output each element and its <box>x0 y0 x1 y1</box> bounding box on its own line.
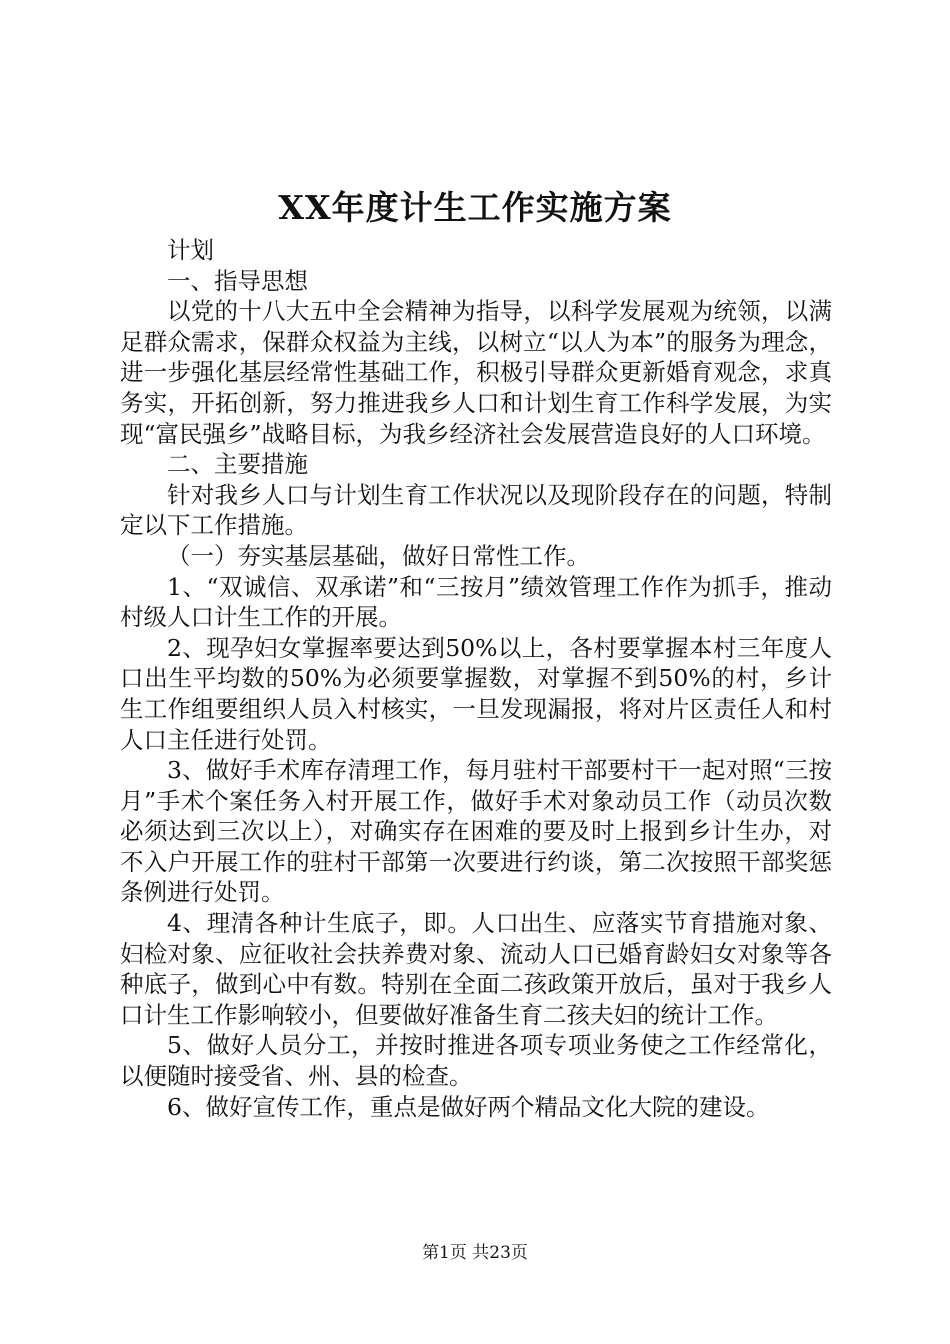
list-item: 1、“双诚信、双承诺”和“三按月”绩效管理工作作为抓手，推动村级人口计生工作的开展。 <box>120 572 832 632</box>
section-heading-guiding-ideology: 一、指导思想 <box>167 266 308 295</box>
list-item: 4、理清各种计生底子，即。人口出生、应落实节育措施对象、妇检对象、应征收社会扶养费对象、流动人口已婚育龄妇女对象等各种底子，做到心中有数。特别在全面二孩政策开放后，虽对于我乡人口计生工作影响较小，但要做好准备生育二孩夫妇的统计工作。 <box>120 909 832 1029</box>
document-body <box>120 235 832 1122</box>
list-item: 5、做好人员分工，并按时推进各项专项业务使之工作经常化，以便随时接受省、州、县的检查。 <box>120 1031 832 1091</box>
subsection-heading: （一）夯实基层基础，做好日常性工作。 <box>167 541 590 570</box>
paragraph-category: 计划 <box>167 236 214 264</box>
list-item: 3、做好手术库存清理工作，每月驻村干部要村干一起对照“三按月”手术个案任务入村开展工作，做好手术对象动员工作（动员次数必须达到三次以上），对确实存在困难的要及时上报到乡计生办，对不入户开展工作的驻村干部第一次要进行约谈，第二次按照干部奖惩条例进行处罚。 <box>120 756 832 907</box>
paragraph: 以党的十八大五中全会精神为指导，以科学发展观为统领，以满足群众需求，保群众权益为主线，以树立“以人为本”的服务为理念，进一步强化基层经常性基础工作，积极引导群众更新婚育观念，求真务实，开拓创新，努力推进我乡人口和计划生育工作科学发展，为实现“富民强乡”战略目标，为我乡经济社会发展营造良好的人口环境。 <box>120 297 832 448</box>
section-heading-main-measures: 二、主要措施 <box>167 450 308 479</box>
list-item: 2、现孕妇女掌握率要达到50%以上，各村要掌握本村三年度人口出生平均数的50%为必须要掌握数，对掌握不到50%的村，乡计生工作组要组织人员入村核实，一旦发现漏报，将对片区责任人和村人口主任进行处罚。 <box>120 633 832 754</box>
page-number-footer: 第1页 共23页 <box>422 1243 528 1263</box>
document-title: XX年度计生工作实施方案 <box>278 188 672 227</box>
list-item: 6、做好宣传工作，重点是做好两个精品文化大院的建设。 <box>167 1092 770 1121</box>
paragraph: 针对我乡人口与计划生育工作状况以及现阶段存在的问题，特制定以下工作措施。 <box>120 480 832 540</box>
